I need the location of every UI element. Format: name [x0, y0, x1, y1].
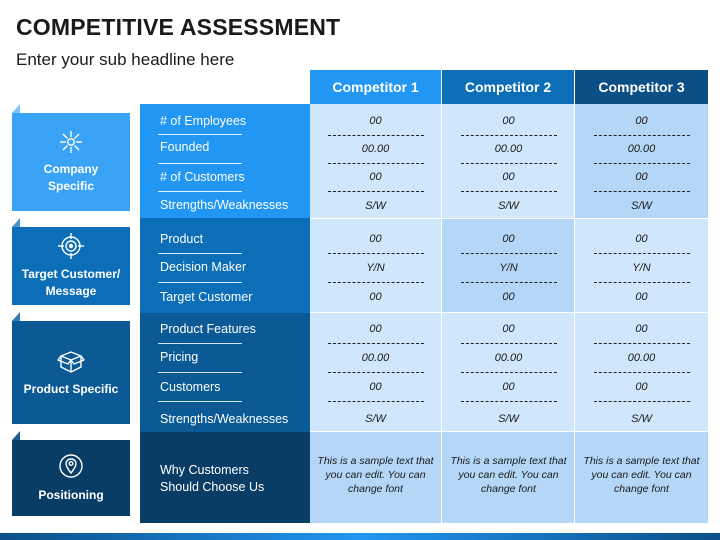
row-dash [461, 163, 557, 164]
cell-value: 00 [369, 323, 382, 335]
cell-value: 00.00 [627, 143, 656, 155]
row-divider [158, 372, 242, 373]
row-dash [461, 401, 557, 402]
row-dash [328, 191, 424, 192]
cell-value: 00 [635, 381, 648, 393]
row-dash [328, 163, 424, 164]
cell-value: 00 [502, 115, 515, 127]
row-label-customers-product: Customers [160, 380, 221, 394]
sample-text: This is a sample text that you can edit. You can change font [450, 455, 567, 495]
row-dash [594, 191, 690, 192]
row-label-pricing: Pricing [160, 350, 199, 364]
group-label-product: Product Specific [23, 382, 119, 396]
row-dash [328, 372, 424, 373]
competitor-1-header: Competitor 1 [310, 70, 441, 104]
page-title: COMPETITIVE ASSESSMENT [16, 14, 341, 40]
row-dash [594, 343, 690, 344]
cell-value: 00 [369, 115, 382, 127]
row-label-product-features: Product Features [160, 322, 256, 336]
row-dash [461, 253, 557, 254]
group-tab-product [12, 321, 130, 424]
tab-accent-target [12, 218, 20, 227]
group-tab-positioning [12, 440, 130, 516]
row-dash [594, 372, 690, 373]
row-divider [158, 401, 242, 402]
row-divider [158, 343, 242, 344]
footer-accent-bar [0, 533, 720, 540]
row-label-customers: # of Customers [160, 170, 245, 184]
row-dash [461, 135, 557, 136]
cell-value: S/W [498, 200, 519, 212]
cell-value: 00.00 [361, 143, 390, 155]
cell-value: 00.00 [494, 143, 523, 155]
network-icon [58, 129, 84, 155]
cell-value: 00.00 [627, 352, 656, 364]
row-divider [158, 134, 242, 135]
row-label-target-customer: Target Customer [160, 290, 253, 304]
page-subtitle: Enter your sub headline here [16, 50, 235, 69]
competitor-2-header: Competitor 2 [442, 70, 574, 104]
row-dash [328, 282, 424, 283]
cell-value: 00 [502, 381, 515, 393]
row-label-strengths-product: Strengths/Weaknesses [160, 412, 289, 426]
row-label-strengths-company: Strengths/Weaknesses [160, 198, 289, 212]
location-pin-icon [58, 453, 84, 481]
row-dash [594, 163, 690, 164]
cell-value: Y/N [366, 262, 385, 274]
cell-value: S/W [631, 200, 652, 212]
group-tab-company [12, 113, 130, 211]
target-icon [57, 232, 85, 260]
group-label-positioning: Positioning [38, 487, 104, 502]
cell-value: S/W [365, 413, 386, 425]
row-dash [461, 191, 557, 192]
row-dash [461, 343, 557, 344]
row-dash [594, 135, 690, 136]
cell-value: 00 [502, 171, 515, 183]
cell-value: S/W [631, 413, 652, 425]
row-dash [594, 282, 690, 283]
row-label-why-customers: Why Customers Should Choose Us [160, 463, 265, 494]
row-dash [461, 372, 557, 373]
row-dash [594, 401, 690, 402]
cell-value: 00 [369, 381, 382, 393]
group-tab-target [12, 227, 130, 305]
sample-text: This is a sample text that you can edit. You can change font [317, 455, 434, 495]
group-label-target: Target Customer/ Message [21, 267, 121, 298]
row-label-employees: # of Employees [160, 114, 247, 128]
cell-value: 00.00 [494, 352, 523, 364]
row-dash [594, 253, 690, 254]
cell-value: 00 [369, 291, 382, 303]
row-label-founded: Founded [160, 140, 210, 154]
cell-value: S/W [498, 413, 519, 425]
row-dash [328, 253, 424, 254]
row-dash [328, 135, 424, 136]
cell-value: 00 [502, 323, 515, 335]
cell-value: 00 [369, 233, 382, 245]
cell-value: 00 [635, 171, 648, 183]
row-divider [158, 253, 242, 254]
sample-text: This is a sample text that you can edit. You can change font [583, 455, 700, 495]
row-dash [328, 401, 424, 402]
cell-value: 00 [635, 291, 648, 303]
cell-value: 00 [502, 233, 515, 245]
row-dash [461, 282, 557, 283]
row-label-product: Product [160, 232, 204, 246]
tab-accent-company [12, 104, 20, 113]
cell-value: 00 [635, 115, 648, 127]
cell-value: 00.00 [361, 352, 390, 364]
tab-accent-product [12, 312, 20, 321]
cell-value: S/W [365, 200, 386, 212]
group-label-company: Company Specific [43, 162, 99, 193]
competitor-3-header: Competitor 3 [575, 70, 708, 104]
box-icon [56, 347, 86, 375]
row-label-decision-maker: Decision Maker [160, 260, 247, 274]
cell-value: 00 [635, 323, 648, 335]
cell-value: 00 [635, 233, 648, 245]
cell-value: Y/N [499, 262, 518, 274]
row-divider [158, 191, 242, 192]
cell-value: 00 [369, 171, 382, 183]
row-dash [328, 343, 424, 344]
row-divider [158, 163, 242, 164]
cell-value: Y/N [632, 262, 651, 274]
row-divider [158, 282, 242, 283]
tab-accent-positioning [12, 431, 20, 440]
cell-value: 00 [502, 291, 515, 303]
